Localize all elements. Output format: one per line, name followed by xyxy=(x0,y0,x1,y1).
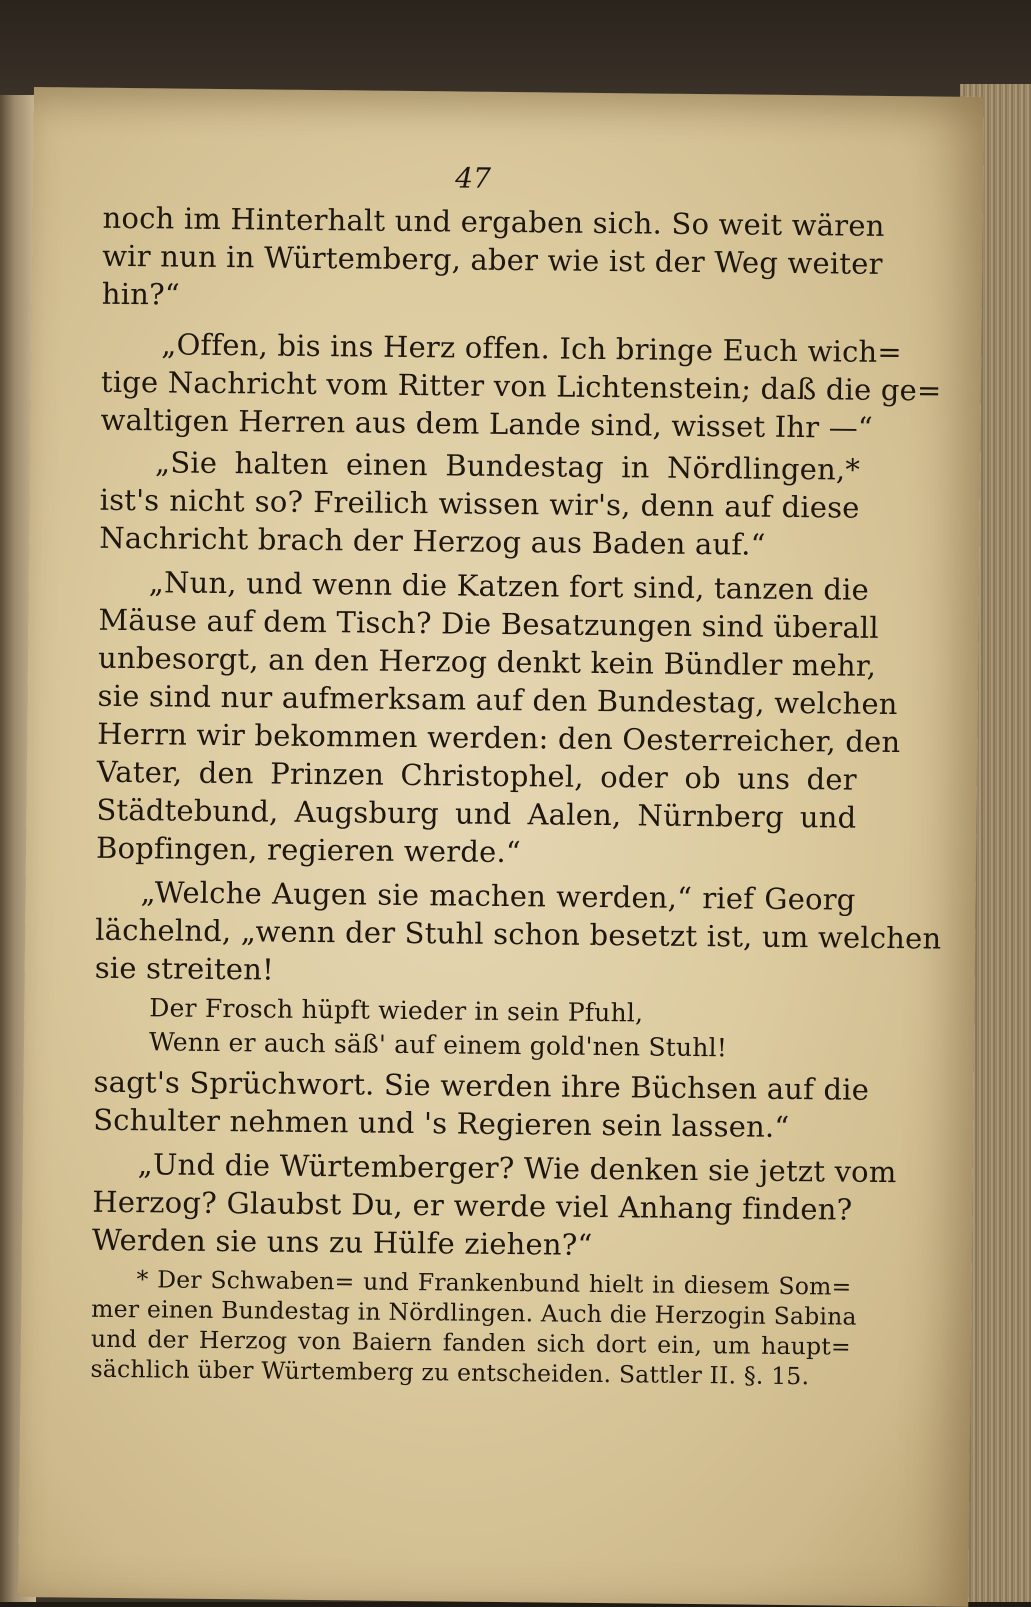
footnote-line: * Der Schwaben= und Frankenbund hielt in diesem Som= xyxy=(136,1265,852,1301)
text-line: waltigen Herren aus dem Lande sind, wisset Ihr —“ xyxy=(100,402,874,445)
text-line: „Welche Augen sie machen werden,“ rief Georg xyxy=(140,875,856,917)
footnote-line: mer einen Bundestag in Nördlingen. Auch die Herzogin Sabina xyxy=(91,1294,857,1331)
text-line: Vater, den Prinzen Christophel, oder ob uns der xyxy=(96,754,857,797)
text-line: tige Nachricht vom Ritter von Lichtenstein; daß die ge= xyxy=(100,364,942,408)
text-line: ist's nicht so? Freilich wissen wir's, denn auf diese xyxy=(99,482,860,525)
verse-line: Der Frosch hüpft wieder in sein Pfuhl, xyxy=(149,993,644,1028)
text-line: „Und die Würtemberger? Wie denken sie jetzt vom xyxy=(137,1147,897,1190)
text-line: Werden sie uns zu Hülfe ziehen?“ xyxy=(91,1222,593,1262)
text-line: unbesorgt, an den Herzog denkt kein Bündler mehr, xyxy=(97,640,877,683)
text-line: sagt's Sprüchwort. Sie werden ihre Büchsen auf die xyxy=(93,1064,870,1107)
text-line: Herzog? Glaubst Du, er werde viel Anhang finden? xyxy=(92,1184,853,1227)
text-line: Nachricht brach der Herzog aus Baden auf.“ xyxy=(99,520,766,562)
text-line: Mäuse auf dem Tisch? Die Besatzungen sind überall xyxy=(98,602,880,645)
text-line: wir nun in Würtemberg, aber wie ist der Weg weiter xyxy=(102,238,883,281)
text-line: noch im Hinterhalt und ergaben sich. So weit wären xyxy=(102,200,885,243)
page-text xyxy=(18,87,984,1607)
text-line: Bopfingen, regieren werde.“ xyxy=(95,830,522,870)
page-number: 47 xyxy=(455,161,492,195)
verse-line: Wenn er auch säß' auf einem gold'nen Stuhl! xyxy=(148,1027,728,1063)
text-line: Herrn wir bekommen werden: den Oesterreicher, den xyxy=(97,716,901,760)
text-line: Städtebund, Augsburg und Aalen, Nürnberg und xyxy=(96,792,857,835)
text-line: Schulter nehmen und 's Regieren sein lassen.“ xyxy=(93,1102,790,1144)
footnote-line: und der Herzog von Baiern fanden sich dort ein, um haupt= xyxy=(90,1324,852,1361)
text-line: sie sind nur aufmerksam auf den Bundestag, welchen xyxy=(97,678,898,722)
text-line: sie streiten! xyxy=(94,950,275,987)
text-line: „Offen, bis ins Herz offen. Ich bringe Euch wich= xyxy=(161,327,903,370)
footnote-line: sächlich über Würtemberg zu entscheiden. Sattler II. §. 15. xyxy=(90,1354,810,1391)
text-line: lächelnd, „wenn der Stuhl schon besetzt ist, um welchen xyxy=(95,912,942,956)
text-line: „Sie halten einen Bundestag in Nördlingen,* xyxy=(154,445,861,487)
text-line: hin?“ xyxy=(101,276,181,312)
text-line: „Nun, und wenn die Katzen fort sind, tanzen die xyxy=(148,565,870,607)
